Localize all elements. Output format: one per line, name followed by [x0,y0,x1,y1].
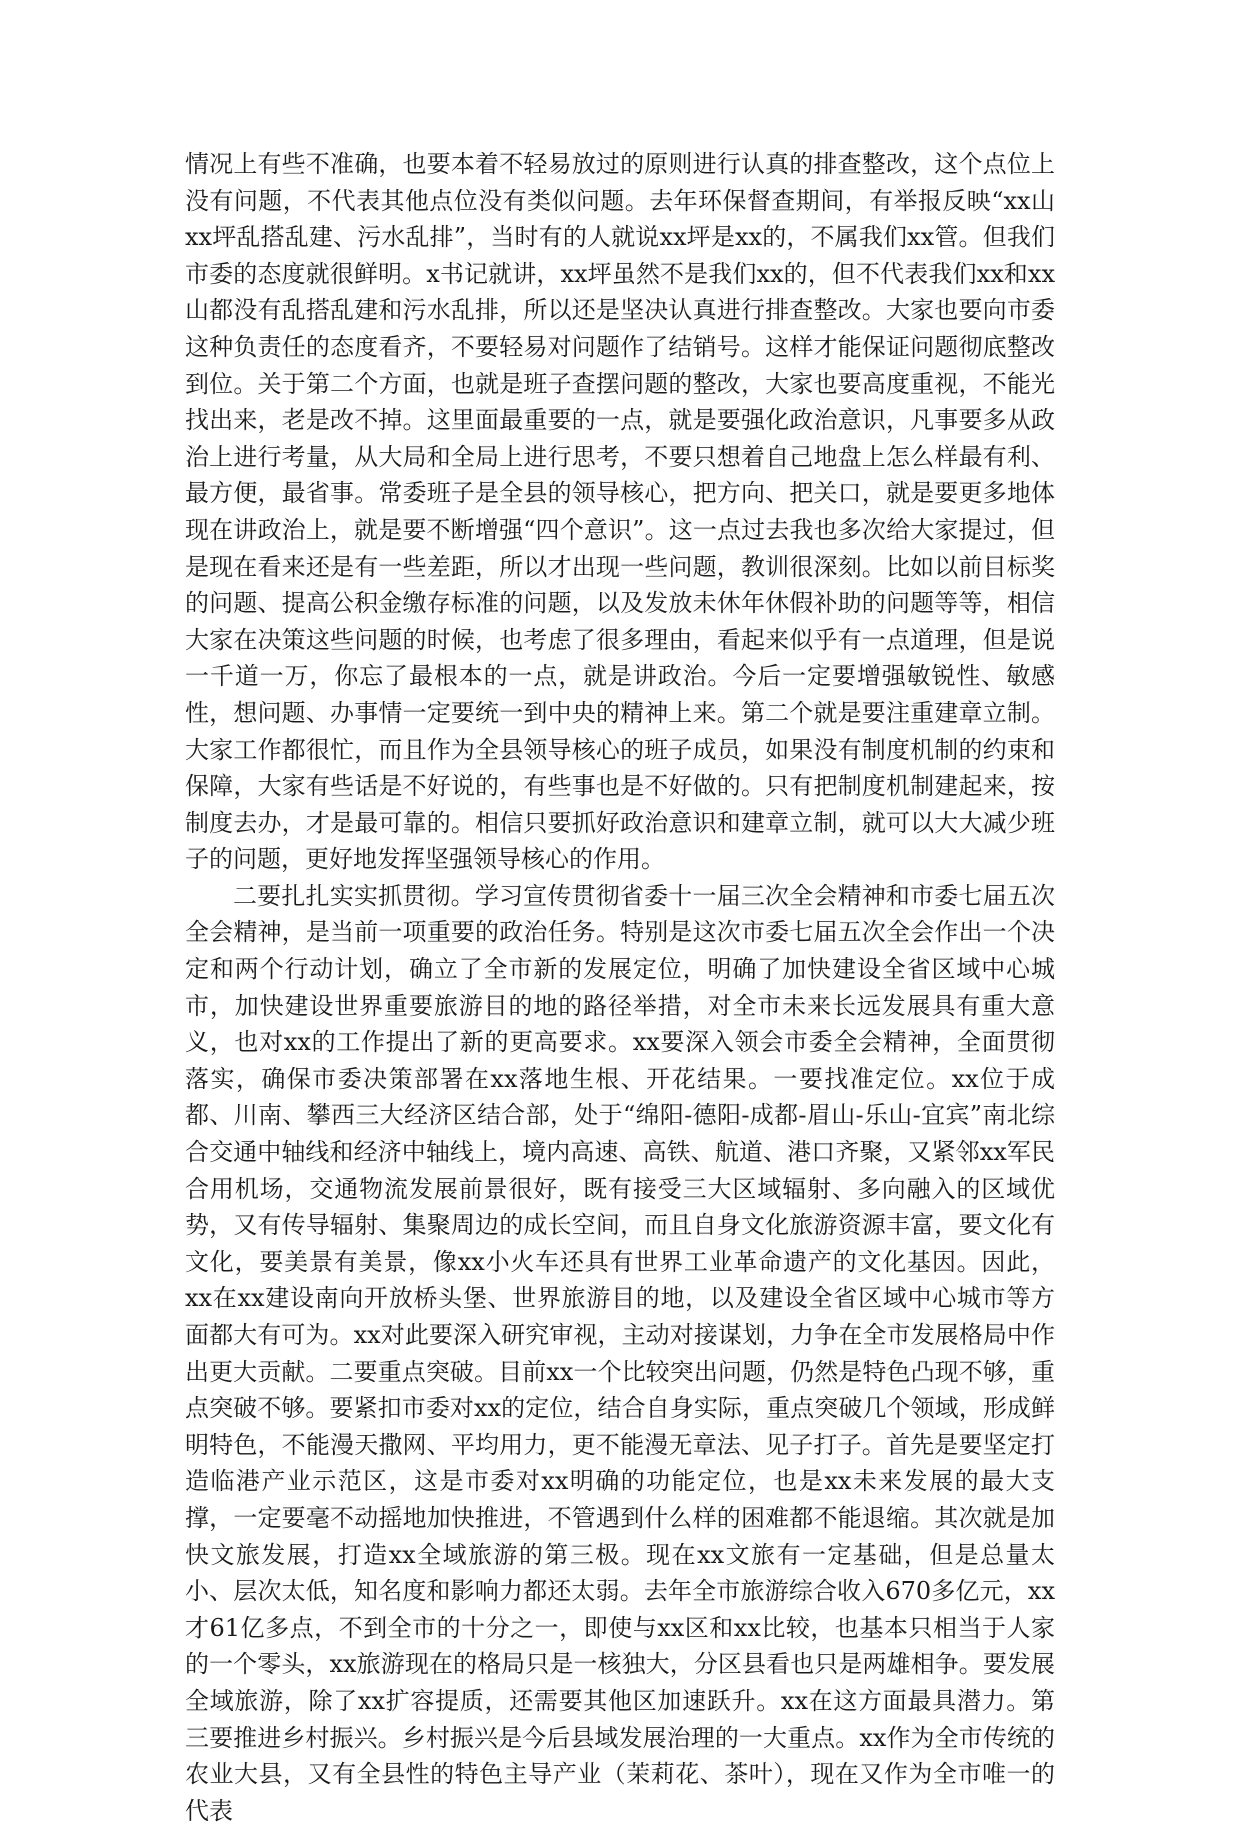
paragraph-second-requirement: 二要扎扎实实抓贯彻。学习宣传贯彻省委十一届三次全会精神和市委七届五次全会精神，是当前一项重要的政治任务。特别是这次市委七届五次全会作出一个决定和两个行动计划，确立了全市新的发展定位，明确了加快建设全省区域中心城市，加快建设世界重要旅游目的地的路径举措，对全市未来长远发展具有重大意义，也对xx的工作提出了新的更高要求。xx要深入领会市委全会精神，全面贯彻落实，确保市委决策部署在xx落地生根、开花结果。一要找准定位。xx位于成都、川南、攀西三大经济区结合部，处于“绵阳-德阳-成都-眉山-乐山-宜宾”南北综合交通中轴线和经济中轴线上，境内高速、高铁、航道、港口齐聚，又紧邻xx军民合用机场，交通物流发展前景很好，既有接受三大区域辐射、多向融入的区域优势，又有传导辐射、集聚周边的成长空间，而且自身文化旅游资源丰富，要文化有文化，要美景有美景，像xx小火车还具有世界工业革命遗产的文化基因。因此，xx在xx建设南向开放桥头堡、世界旅游目的地，以及建设全省区域中心城市等方面都大有可为。xx对此要深入研究审视，主动对接谋划，力争在全市发展格局中作出更大贡献。二要重点突破。目前xx一个比较突出问题，仍然是特色凸现不够，重点突破不够。要紧扣市委对xx的定位，结合自身实际，重点突破几个领域，形成鲜明特色，不能漫天撒网、平均用力，更不能漫无章法、见子打子。首先是要坚定打造临港产业示范区，这是市委对xx明确的功能定位，也是xx未来发展的最大支撑，一定要毫不动摇地加快推进，不管遇到什么样的困难都不能退缩。其次就是加快文旅发展，打造xx全域旅游的第三极。现在xx文旅有一定基础，但是总量太小、层次太低，知名度和影响力都还太弱。去年全市旅游综合收入670多亿元，xx才61亿多点，不到全市的十分之一，即使与xx区和xx比较，也基本只相当于人家的一个零头，xx旅游现在的格局只是一核独大，分区县看也只是两雄相争。要发展全域旅游，除了xx扩容提质，还需要其他区加速跃升。xx在这方面最具潜力。第三要推进乡村振兴。乡村振兴是今后县域发展治理的一大重点。xx作为全市传统的农业大县，又有全县性的特色主导产业（茉莉花、茶叶），现在又作为全市唯一的代表 [185,881,1055,1825]
document-body [185,146,1055,1829]
paragraph-continued: 情况上有些不准确，也要本着不轻易放过的原则进行认真的排查整改，这个点位上没有问题，不代表其他点位没有类似问题。去年环保督查期间，有举报反映“xx山xx坪乱搭乱建、污水乱排”，当时有的人就说xx坪是xx的，不属我们xx管。但我们市委的态度就很鲜明。x书记就讲，xx坪虽然不是我们xx的，但不代表我们xx和xx山都没有乱搭乱建和污水乱排，所以还是坚决认真进行排查整改。大家也要向市委这种负责任的态度看齐，不要轻易对问题作了结销号。这样才能保证问题彻底整改到位。关于第二个方面，也就是班子查摆问题的整改，大家也要高度重视，不能光找出来，老是改不掉。这里面最重要的一点，就是要强化政治意识，凡事要多从政治上进行考量，从大局和全局上进行思考，不要只想着自己地盘上怎么样最有利、最方便，最省事。常委班子是全县的领导核心，把方向、把关口，就是要更多地体现在讲政治上，就是要不断增强“四个意识”。这一点过去我也多次给大家提过，但是现在看来还是有一些差距，所以才出现一些问题，教训很深刻。比如以前目标奖的问题、提高公积金缴存标准的问题，以及发放未休年休假补助的问题等等，相信大家在决策这些问题的时候，也考虑了很多理由，看起来似乎有一点道理，但是说一千道一万，你忘了最根本的一点，就是讲政治。今后一定要增强敏锐性、敏感性，想问题、办事情一定要统一到中央的精神上来。第二个就是要注重建章立制。大家工作都很忙，而且作为全县领导核心的班子成员，如果没有制度机制的约束和保障，大家有些话是不好说的，有些事也是不好做的。只有把制度机制建起来，按制度去办，才是最可靠的。相信只要抓好政治意识和建章立制，就可以大大减少班子的问题，更好地发挥坚强领导核心的作用。 [185,150,1055,874]
